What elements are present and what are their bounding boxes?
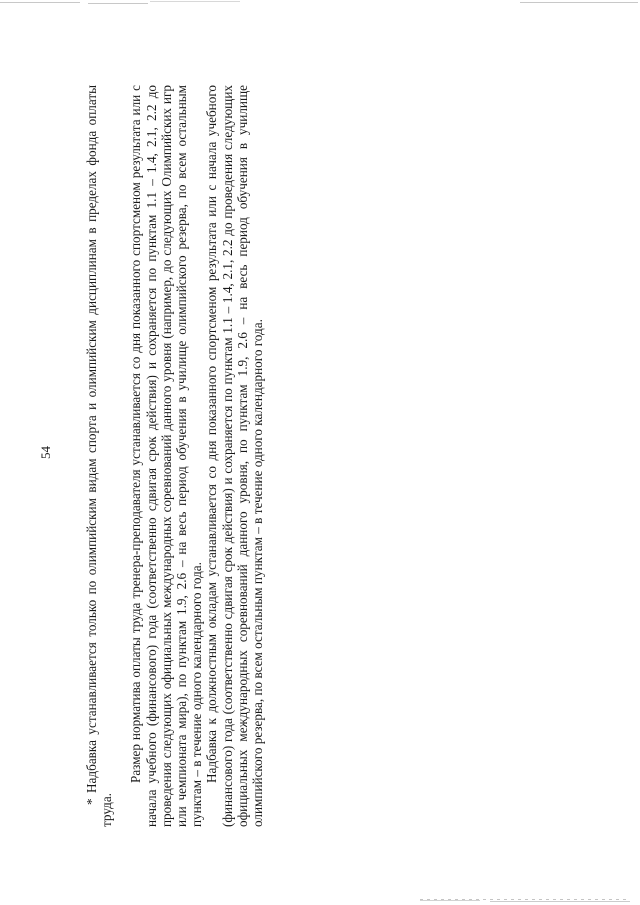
footnote: * Надбавка устанавливается только по олимпийским видам спорта и олимпийским дисциплинам в пределах фонда оплаты труда. <box>84 85 115 827</box>
paragraph-coach-rate: Размер норматива оплаты труда тренера-преподавателя устанавливается со дня показанного спортсменом результата или с начала учебного (финансового) года (соответственно сдвигая срок действия) и сохраняется по пунктам 1.1 – 1.4, 2.1, 2.2 до проведения следующих официальных международных соревнований данного уровня (например, до следующих Олимпийских игр или чемпионата мира), по пунктам 1.9, 2.6 – на весь период обучения в училище олимпийского резерва, по всем остальным пунктам – в течение одного календарного года. <box>128 85 205 827</box>
document-text-block <box>84 85 265 827</box>
paragraph-salary-bonus: Надбавка к должностным окладам устанавливается со дня показанного спортсменом результата или с начала учебного (финансового) года (соответственно сдвигая срок действия) и сохраняется по пунктам 1.1 – 1.4, 2.1, 2.2 до проведения следующих официальных международных соревнований данного уровня, по пунктам 1.9, 2.6 – на весь период обучения в училище олимпийского резерва, по всем остальным пунктам – в течение одного календарного года. <box>204 85 266 827</box>
page-number: 54 <box>38 446 53 459</box>
